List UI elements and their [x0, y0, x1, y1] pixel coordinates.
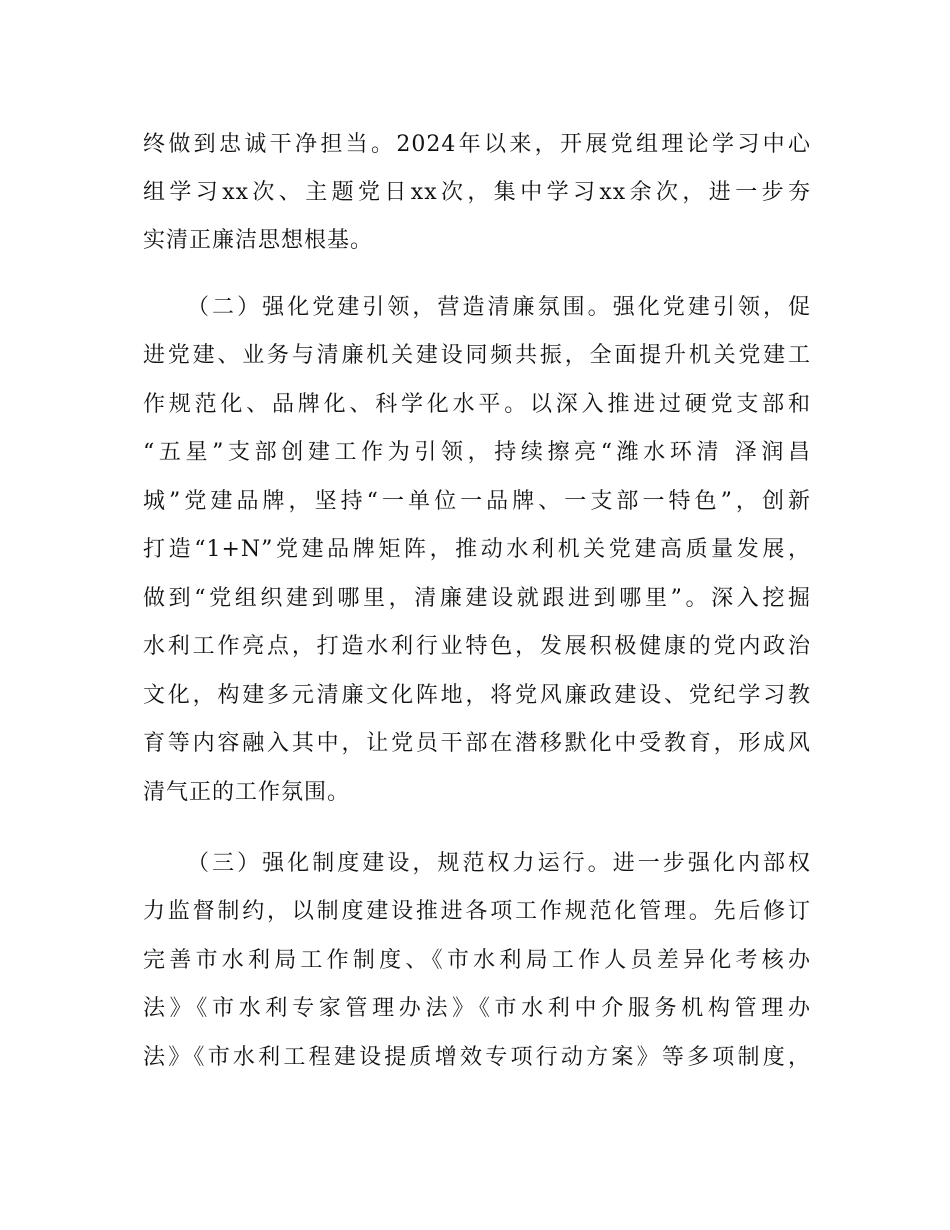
paragraph-2-line-3: 作规范化、品牌化、科学化水平。以深入推进过硬党支部和 — [143, 392, 811, 417]
paragraph-1-line-2: 组学习xx次、主题党日xx次，集中学习xx余次，进一步夯 — [143, 180, 811, 205]
paragraph-1-line-1: 终做到忠诚干净担当。2024年以来，开展党组理论学习中心 — [143, 132, 811, 157]
paragraph-3-line-1: （三）强化制度建设，规范权力运行。进一步强化内部权 — [187, 851, 811, 876]
paragraph-2-line-10: 育等内容融入其中，让党员干部在潜移默化中受教育，形成风 — [143, 731, 811, 756]
paragraph-3-line-4: 法》《市水利专家管理办法》《市水利中介服务机构管理办 — [143, 996, 811, 1021]
paragraph-1-line-3: 实清正廉洁思想根基。 — [143, 228, 374, 253]
paragraph-3-line-2: 力监督制约，以制度建设推进各项工作规范化管理。先后修订 — [143, 899, 811, 924]
paragraph-2-line-4: “五星”支部创建工作为引领，持续擦亮“潍水环清 泽润昌 — [143, 440, 811, 465]
paragraph-2-line-8: 水利工作亮点，打造水利行业特色，发展积极健康的党内政治 — [143, 634, 811, 659]
paragraph-2-line-2: 进党建、业务与清廉机关建设同频共振，全面提升机关党建工 — [143, 343, 811, 368]
paragraph-3-line-5: 法》《市水利工程建设提质增效专项行动方案》等多项制度， — [143, 1045, 811, 1070]
paragraph-2-line-11: 清气正的工作氛围。 — [143, 780, 351, 805]
paragraph-2-line-6: 打造“1+N”党建品牌矩阵，推动水利机关党建高质量发展， — [143, 537, 811, 562]
paragraph-2-line-5: 城”党建品牌，坚持“一单位一品牌、一支部一特色”，创新 — [143, 489, 811, 514]
paragraph-2-line-1: （二）强化党建引领，营造清廉氛围。强化党建引领，促 — [187, 295, 811, 320]
paragraph-3-line-3: 完善市水利局工作制度、《市水利局工作人员差异化考核办 — [143, 948, 811, 973]
paragraph-2-line-9: 文化，构建多元清廉文化阵地，将党风廉政建设、党纪学习教 — [143, 683, 811, 708]
paragraph-2-line-7: 做到“党组织建到哪里，清廉建设就跟进到哪里”。深入挖掘 — [143, 586, 811, 611]
